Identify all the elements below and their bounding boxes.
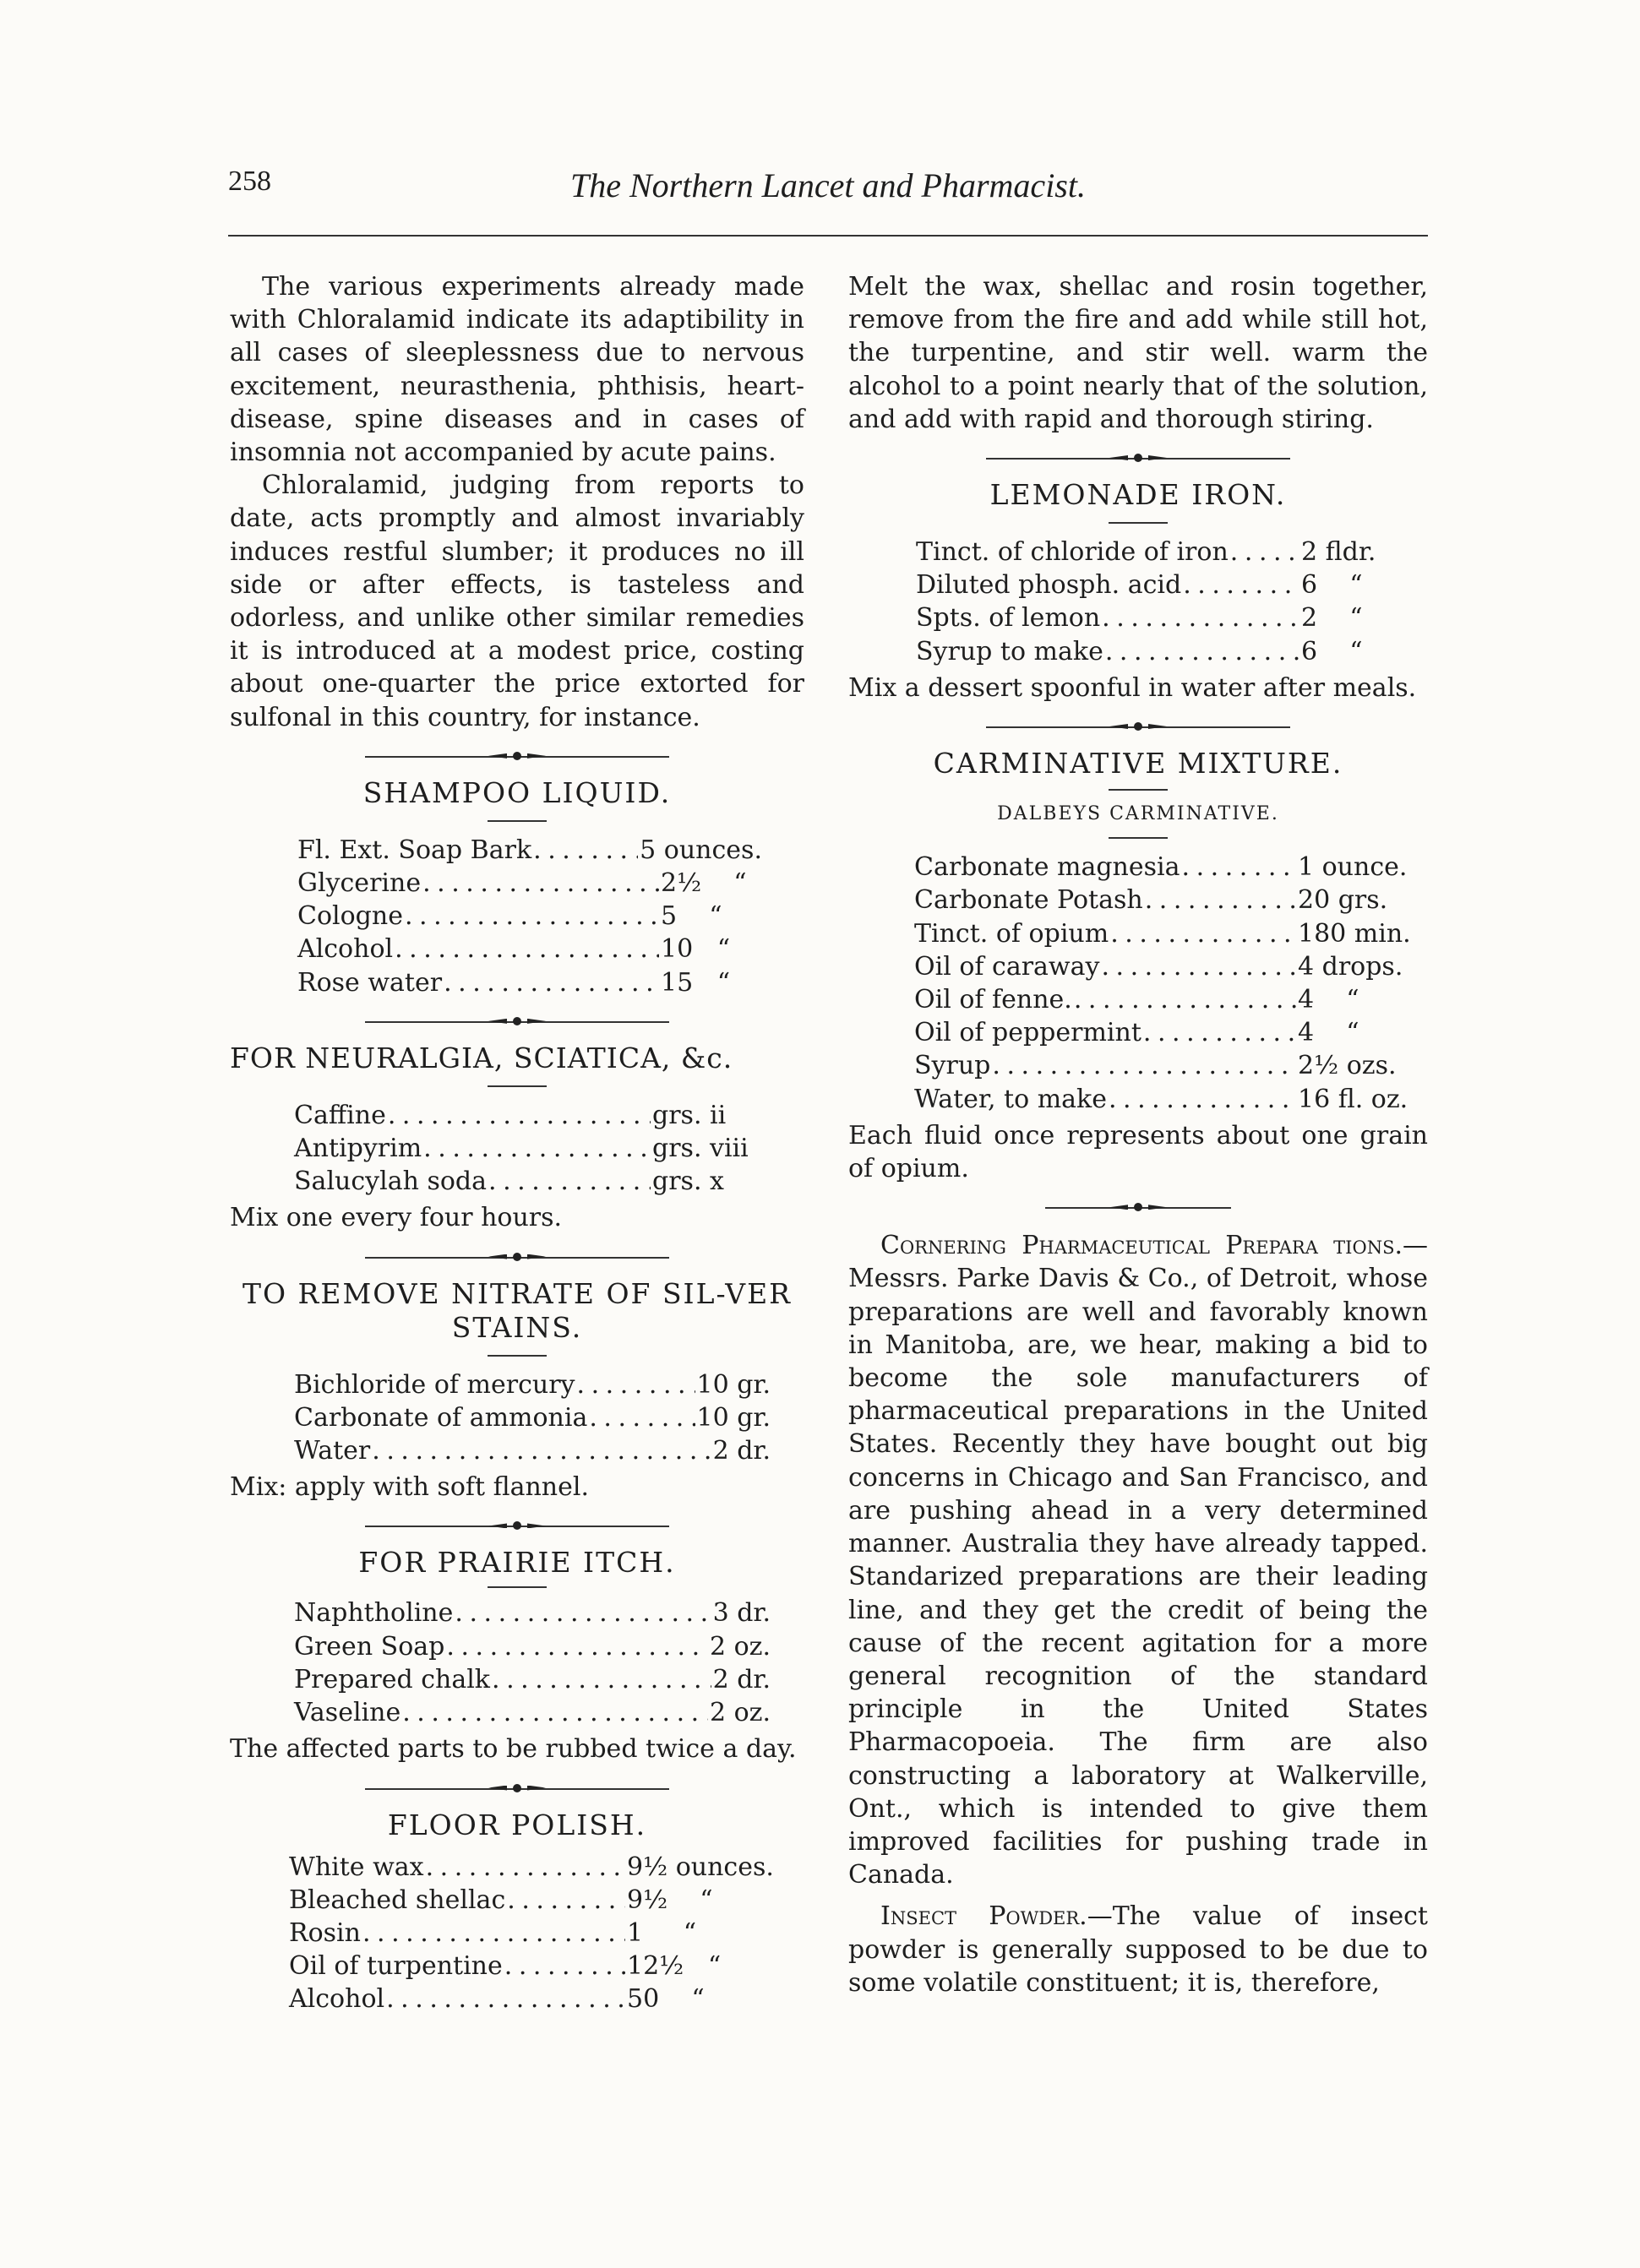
- amount: 5 “: [661, 901, 722, 932]
- amount: 1 ounce.: [1298, 852, 1408, 883]
- cornering-text: —Messrs. Parke Davis & Co., of Detroit, whose preparations are well and favorably known in Manitoba, are, we hear, making a bid to become the sole manufacturers of pharmaceutical preparations in the United States. Recently they have bought out big concerns in Chicago and San Francisco, and are pushing ahead in a very determined manner. Australia they have already tapped. Standarized preparations are their leading line, and they get the credit of being the cause of the recent agitation for a more general recognition of the standard principle in the United States Pharmacopoeia. The firm are also constructing a laboratory at Walkerville, Ont., which is intended to give them improved facilities for pushing trade in Canada.: [848, 1231, 1428, 1890]
- recipe-silver: [294, 1368, 771, 1468]
- note-lemonade: Mix a dessert spoonful in water after meals.: [848, 672, 1417, 703]
- ingredient: Spts. of lemon: [916, 603, 1101, 634]
- short-rule: [1109, 837, 1168, 839]
- amount: 10 gr.: [696, 1369, 771, 1400]
- recipe-neuralgia: [294, 1099, 771, 1199]
- ingredient: Oil of peppermint: [914, 1018, 1141, 1048]
- recipe-row: [294, 1165, 771, 1198]
- note-prairie: The affected parts to be rubbed twice a day.: [230, 1734, 797, 1765]
- insect-powder-heading: Insect Powder.: [880, 1901, 1087, 1932]
- amount: 5 ounces.: [640, 835, 762, 865]
- recipe-row: [294, 1368, 771, 1401]
- recipe-row: [914, 1016, 1425, 1049]
- note-silver: Mix: apply with soft flannel.: [230, 1472, 590, 1503]
- amount: 180 min.: [1298, 918, 1411, 949]
- ingredient: Oil of caraway: [914, 951, 1100, 982]
- recipe-row: [914, 917, 1425, 950]
- ingredient: Alcohol: [289, 1984, 385, 2015]
- amount: 4 drops.: [1298, 951, 1403, 982]
- short-rule: [1109, 522, 1168, 524]
- amount: grs. viii: [652, 1134, 749, 1164]
- recipe-lemonade: [916, 536, 1394, 668]
- ingredient: Oil of fenne.: [914, 985, 1072, 1015]
- amount: 4 “: [1298, 1018, 1359, 1048]
- ingredient: Naphtholine: [294, 1598, 454, 1629]
- recipe-row: [289, 1950, 787, 1982]
- section-ornament: [230, 1510, 804, 1541]
- recipe-row: [289, 1851, 787, 1884]
- amount: 9½ ounces.: [627, 1852, 774, 1882]
- running-header: [228, 166, 1428, 208]
- ingredient: Antipyrim: [294, 1134, 422, 1164]
- amount: 2 oz.: [709, 1698, 771, 1728]
- recipe-row: [297, 834, 762, 867]
- amount: 3 dr.: [712, 1598, 771, 1629]
- ingredient: White wax: [289, 1852, 424, 1882]
- recipe-row: [914, 1049, 1425, 1082]
- header-rule: [228, 235, 1428, 237]
- section-title-shampoo: SHAMPOO LIQUID.: [362, 775, 672, 809]
- section-title-lemonade: LEMONADE IRON.: [989, 478, 1287, 512]
- ingredient: Diluted phosph. acid: [916, 570, 1182, 601]
- section-ornament: [848, 1192, 1428, 1222]
- ingredient: Salucylah soda: [294, 1167, 487, 1197]
- recipe-row: [914, 950, 1425, 983]
- amount: 10 gr.: [696, 1402, 771, 1433]
- intro-paragraph-2: Chloralamid, judging from reports to date, acts promptly and almost invariably induces restful slumber; it produces no ill side or after effects, is tasteless and odorless, and unlike other similar remedies it is introduced at a modest price, costing about one-quarter the price extorted for sulfonal in this country, for instance.: [230, 470, 804, 732]
- amount: grs. x: [652, 1167, 724, 1197]
- recipe-row: [914, 1083, 1425, 1116]
- amount: 12½ “: [627, 1951, 722, 1982]
- note-carminative: Each fluid once represents about one grain of opium.: [848, 1120, 1428, 1184]
- short-rule: [488, 1355, 547, 1357]
- amount: 2 fldr.: [1301, 537, 1376, 568]
- recipe-row: [916, 601, 1394, 634]
- amount: 2½ “: [661, 868, 747, 899]
- insect-powder-paragraph: [848, 1900, 1428, 1999]
- recipe-row: [297, 933, 762, 965]
- recipe-row: [916, 635, 1394, 668]
- cornering-paragraph: [848, 1229, 1428, 1891]
- ingredient: Oil of turpentine: [289, 1951, 503, 1982]
- recipe-row: [297, 867, 762, 900]
- amount: 16 fl. oz.: [1298, 1084, 1408, 1114]
- recipe-row: [914, 884, 1425, 916]
- recipe-row: [294, 1630, 771, 1663]
- ingredient: Bleached shellac: [289, 1885, 506, 1915]
- ingredient: Water: [294, 1436, 371, 1466]
- short-rule: [488, 1085, 547, 1087]
- ingredient: Carbonate magnesia: [914, 852, 1180, 883]
- amount: 2 dr.: [712, 1436, 771, 1466]
- ingredient: Bichloride of mercury: [294, 1369, 575, 1400]
- recipe-row: [294, 1434, 771, 1467]
- amount: 50 “: [627, 1984, 705, 2015]
- ingredient: Cologne: [297, 901, 403, 932]
- recipe-row: [294, 1663, 771, 1696]
- recipe-floor: [289, 1851, 787, 2016]
- recipe-shampoo: [297, 834, 762, 999]
- note-neuralgia: Mix one every four hours.: [230, 1203, 563, 1233]
- insect-powder-text: —The value of insect powder is generally supposed to be due to some volatile constituent; it is, therefore,: [848, 1901, 1428, 1998]
- amount: 2½ ozs.: [1298, 1051, 1397, 1081]
- amount: 6 “: [1301, 570, 1363, 601]
- ingredient: Carbonate Potash: [914, 885, 1143, 916]
- amount: 2 “: [1301, 603, 1363, 634]
- recipe-carminative: [914, 851, 1425, 1116]
- ingredient: Rose water: [297, 967, 443, 998]
- ingredient: Carbonate of ammonia: [294, 1402, 588, 1433]
- short-rule: [488, 1586, 547, 1588]
- recipe-prairie: [294, 1596, 771, 1729]
- ingredient: Alcohol: [297, 934, 394, 965]
- section-ornament: [230, 1773, 804, 1803]
- ingredient: Tinct. of chloride of iron: [916, 537, 1229, 568]
- section-title-neuralgia: FOR NEURALGIA, SCIATICA, &c.: [230, 1041, 733, 1074]
- ingredient: Glycerine: [297, 868, 422, 899]
- recipe-row: [289, 1917, 787, 1950]
- ingredient: Caffine: [294, 1100, 386, 1130]
- ingredient: Water, to make: [914, 1084, 1107, 1114]
- amount: 15 “: [661, 967, 731, 998]
- recipe-row: [289, 1982, 787, 2015]
- section-ornament: [848, 443, 1428, 473]
- recipe-row: [289, 1884, 787, 1917]
- recipe-row: [294, 1596, 771, 1629]
- short-rule: [488, 820, 547, 822]
- recipe-row: [297, 966, 762, 999]
- amount: 20 grs.: [1298, 885, 1388, 916]
- amount: 4 “: [1298, 985, 1359, 1015]
- recipe-row: [297, 900, 762, 933]
- intro-paragraph-1: The various experiments already made with Chloralamid indicate its adaptibility in all cases of sleeplessness due to nervous excitement, neurasthenia, phthisis, heart-disease, spine diseases and in cases of insomnia not accompanied by acute pains.: [230, 272, 804, 468]
- amount: 6 “: [1301, 636, 1363, 666]
- amount: 2 dr.: [712, 1664, 771, 1694]
- amount: 10 “: [661, 934, 731, 965]
- section-title-prairie: FOR PRAIRIE ITCH.: [358, 1546, 676, 1580]
- ingredient: Rosin: [289, 1917, 361, 1948]
- floor-polish-instructions: Melt the wax, shellac and rosin together, remove from the fire and add while still hot, the turpentine, and stir well. warm the alcohol to a point nearly that of the solution, and add with rapid and thorough stiring.: [848, 272, 1428, 434]
- section-title-carminative: CARMINATIVE MIXTURE.: [933, 747, 1343, 780]
- left-column: [230, 270, 804, 2020]
- short-rule: [1109, 789, 1168, 791]
- recipe-row: [916, 568, 1394, 601]
- recipe-row: [294, 1696, 771, 1729]
- ingredient: Fl. Ext. Soap Bark: [297, 835, 532, 865]
- recipe-row: [294, 1132, 771, 1165]
- amount: 1 “: [627, 1917, 697, 1948]
- ingredient: Green Soap: [294, 1631, 445, 1662]
- section-ornament: [230, 1242, 804, 1272]
- amount: 2 oz.: [709, 1631, 771, 1662]
- amount: grs. ii: [652, 1100, 727, 1130]
- section-title-floor: FLOOR POLISH.: [387, 1808, 647, 1841]
- section-ornament: [230, 741, 804, 771]
- ingredient: Tinct. of opium: [914, 918, 1109, 949]
- ingredient: Vaseline: [294, 1698, 401, 1728]
- recipe-row: [916, 536, 1394, 568]
- recipe-row: [294, 1099, 771, 1132]
- ingredient: Syrup to make: [916, 636, 1103, 666]
- section-title-silver: TO REMOVE NITRATE OF SIL-VER STAINS.: [242, 1276, 793, 1344]
- section-ornament: [848, 711, 1428, 742]
- section-ornament: [230, 1006, 804, 1036]
- recipe-row: [914, 983, 1425, 1016]
- amount: 9½ “: [627, 1885, 713, 1915]
- running-title: The Northern Lancet and Pharmacist.: [570, 166, 1086, 204]
- recipe-row: [294, 1401, 771, 1434]
- ingredient: Prepared chalk: [294, 1664, 490, 1694]
- page-number: 258: [228, 166, 271, 197]
- recipe-row: [914, 851, 1425, 884]
- section-subtitle-carminative: DALBEYS CARMINATIVE.: [997, 803, 1279, 825]
- ingredient: Syrup: [914, 1051, 991, 1081]
- cornering-heading: Cornering Pharmaceutical Prepara tions.: [880, 1231, 1403, 1261]
- right-column: [848, 270, 1428, 1999]
